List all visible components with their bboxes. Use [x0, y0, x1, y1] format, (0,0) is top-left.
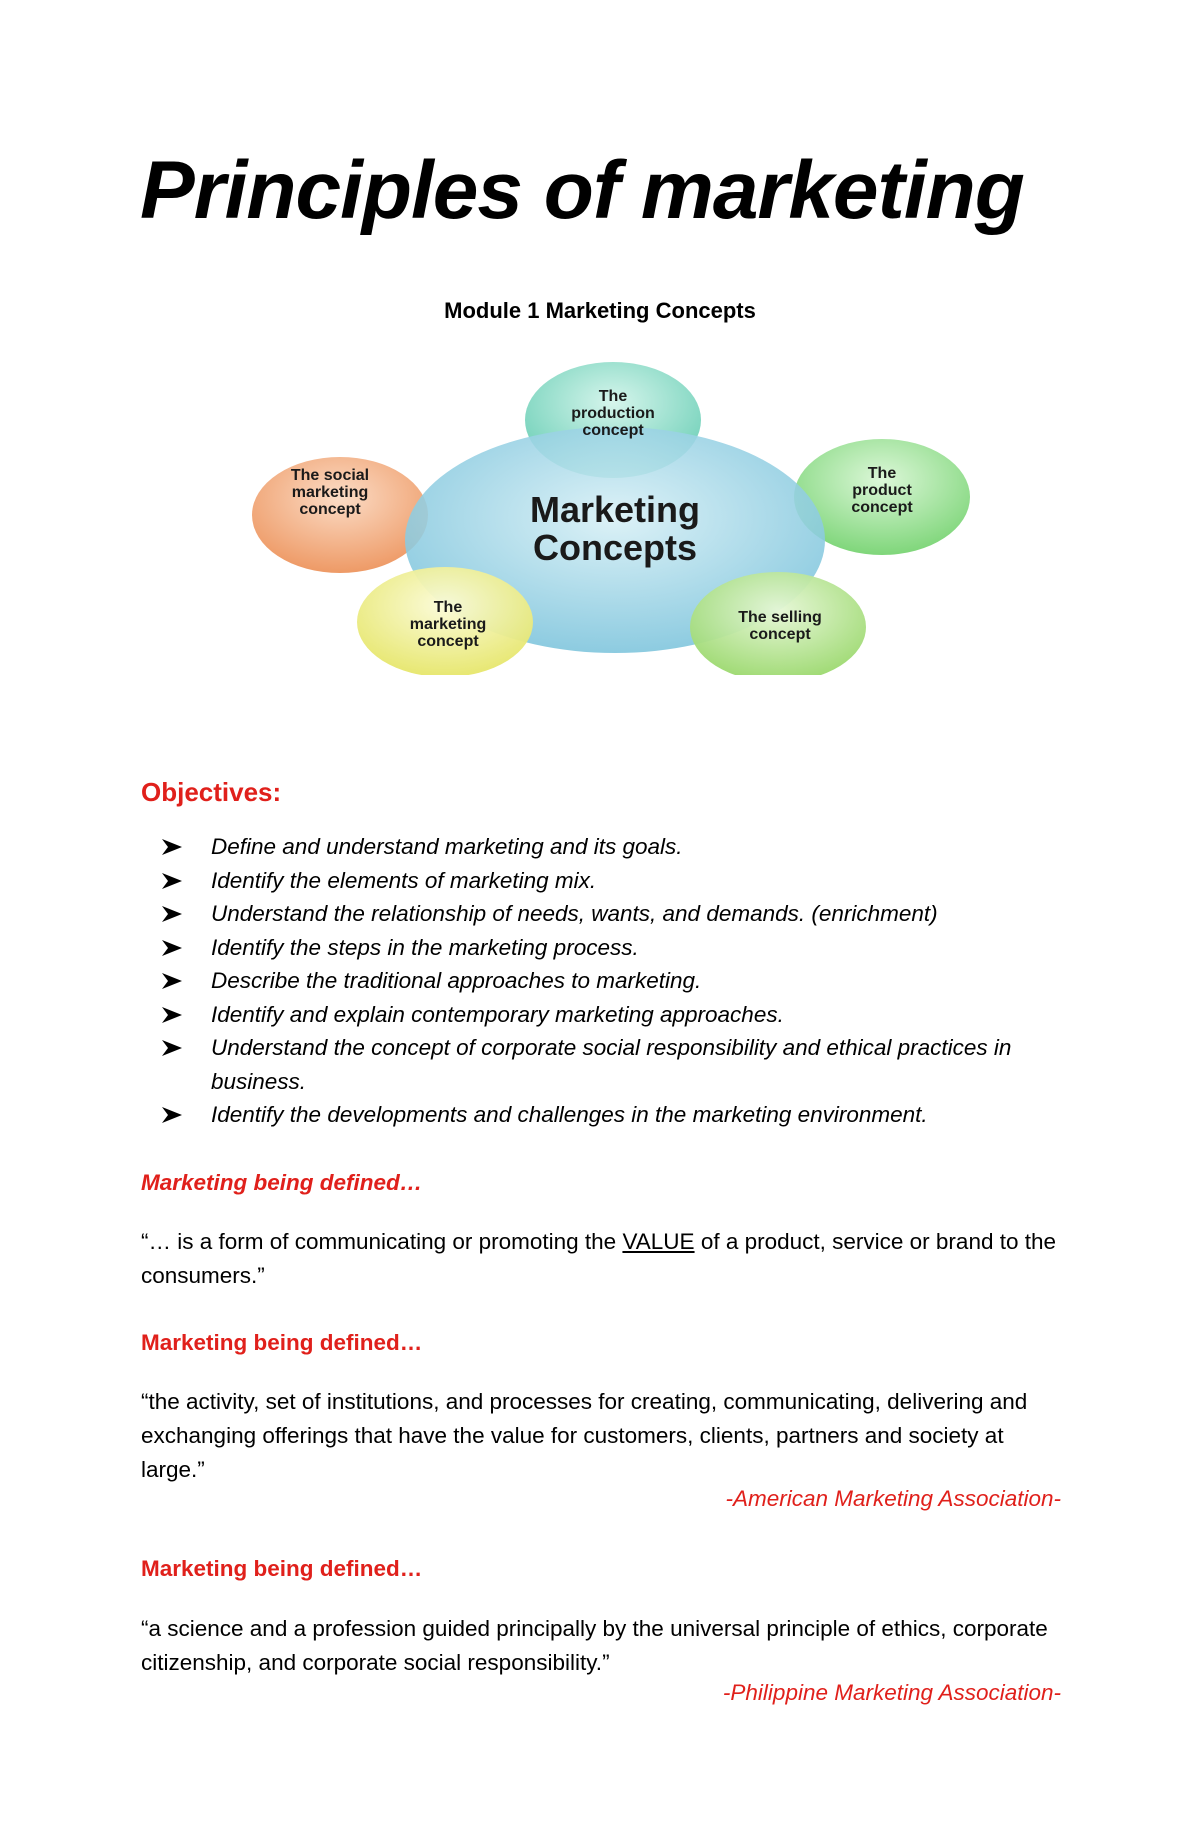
- marketing-label-line1: The: [433, 599, 463, 616]
- definition-text-part: “… is a form of communicating or promoting the: [141, 1229, 623, 1254]
- list-item: [161, 964, 1061, 998]
- list-item: [161, 864, 1061, 898]
- production-label-line2: production: [571, 405, 655, 422]
- marketing-label-line3: concept: [417, 633, 479, 650]
- arrow-bullet-icon: [161, 905, 183, 923]
- production-label-line1: The: [598, 388, 628, 405]
- definition-text-2: “the activity, set of institutions, and processes for creating, communicating, delivering and exchanging offerings that have the value for customers, clients, partners and society at large.”: [141, 1389, 1028, 1482]
- objectives-list: [161, 830, 1061, 1132]
- definition-source-2: -American Marketing Association-: [725, 1486, 1061, 1511]
- product-label-line2: product: [852, 482, 912, 499]
- social-label-line2: marketing: [291, 484, 369, 501]
- objective-text: Identify the elements of marketing mix.: [211, 867, 597, 893]
- objectives-heading: Objectives:: [141, 777, 282, 807]
- list-item: [161, 1031, 1061, 1098]
- arrow-bullet-icon: [161, 972, 183, 990]
- definition-heading-3: Marketing being defined…: [141, 1556, 423, 1581]
- arrow-bullet-icon: [161, 838, 183, 856]
- production-label-line3: concept: [582, 422, 644, 439]
- definition-text-3: “a science and a profession guided principally by the universal principle of ethics, corporate citizenship, and corporate social responsibility.”: [141, 1616, 1048, 1675]
- list-item: [161, 998, 1061, 1032]
- social-label-line1: The social: [290, 467, 370, 484]
- definition-heading-2: Marketing being defined…: [141, 1330, 423, 1355]
- objective-text: Identify and explain contemporary marketing approaches.: [211, 1001, 784, 1027]
- list-item: [161, 897, 1061, 931]
- arrow-bullet-icon: [161, 939, 183, 957]
- product-label-line1: The: [867, 465, 897, 482]
- module-subtitle: Module 1 Marketing Concepts: [444, 298, 756, 323]
- objective-text: Identify the developments and challenges in the marketing environment.: [211, 1102, 928, 1127]
- arrow-bullet-icon: [161, 1006, 183, 1024]
- list-item: [161, 830, 1061, 864]
- selling-label-line2: concept: [749, 626, 811, 643]
- center-label-line2: Concepts: [532, 527, 698, 568]
- definition-text-1: [141, 1225, 1061, 1293]
- definition-text-part: of a product, service or brand to the consumers.”: [141, 1229, 1057, 1288]
- value-emphasis: VALUE: [622, 1229, 695, 1254]
- objective-text: Identify the steps in the marketing process.: [211, 934, 639, 960]
- marketing-label-line2: marketing: [409, 616, 487, 633]
- center-label-line1: Marketing: [529, 489, 701, 530]
- objective-text: Understand the concept of corporate social responsibility and ethical practices in business.: [211, 1035, 1012, 1094]
- arrow-bullet-icon: [161, 872, 183, 890]
- objective-text: Understand the relationship of needs, wants, and demands. (enrichment): [211, 901, 938, 926]
- objective-text: Describe the traditional approaches to marketing.: [211, 968, 702, 993]
- selling-label-line1: The selling: [738, 609, 822, 626]
- arrow-bullet-icon: [161, 1106, 183, 1124]
- definition-source-3: -Philippine Marketing Association-: [722, 1680, 1061, 1705]
- social-label-line3: concept: [299, 501, 361, 518]
- objective-text: Define and understand marketing and its goals.: [211, 834, 683, 859]
- page-title: Principles of marketing: [140, 145, 1024, 236]
- marketing-concepts-diagram: [230, 355, 1000, 675]
- definition-heading-1: Marketing being defined…: [141, 1170, 423, 1195]
- list-item: [161, 931, 1061, 965]
- list-item: [161, 1098, 1061, 1132]
- product-label-line3: concept: [851, 499, 913, 516]
- arrow-bullet-icon: [161, 1039, 183, 1057]
